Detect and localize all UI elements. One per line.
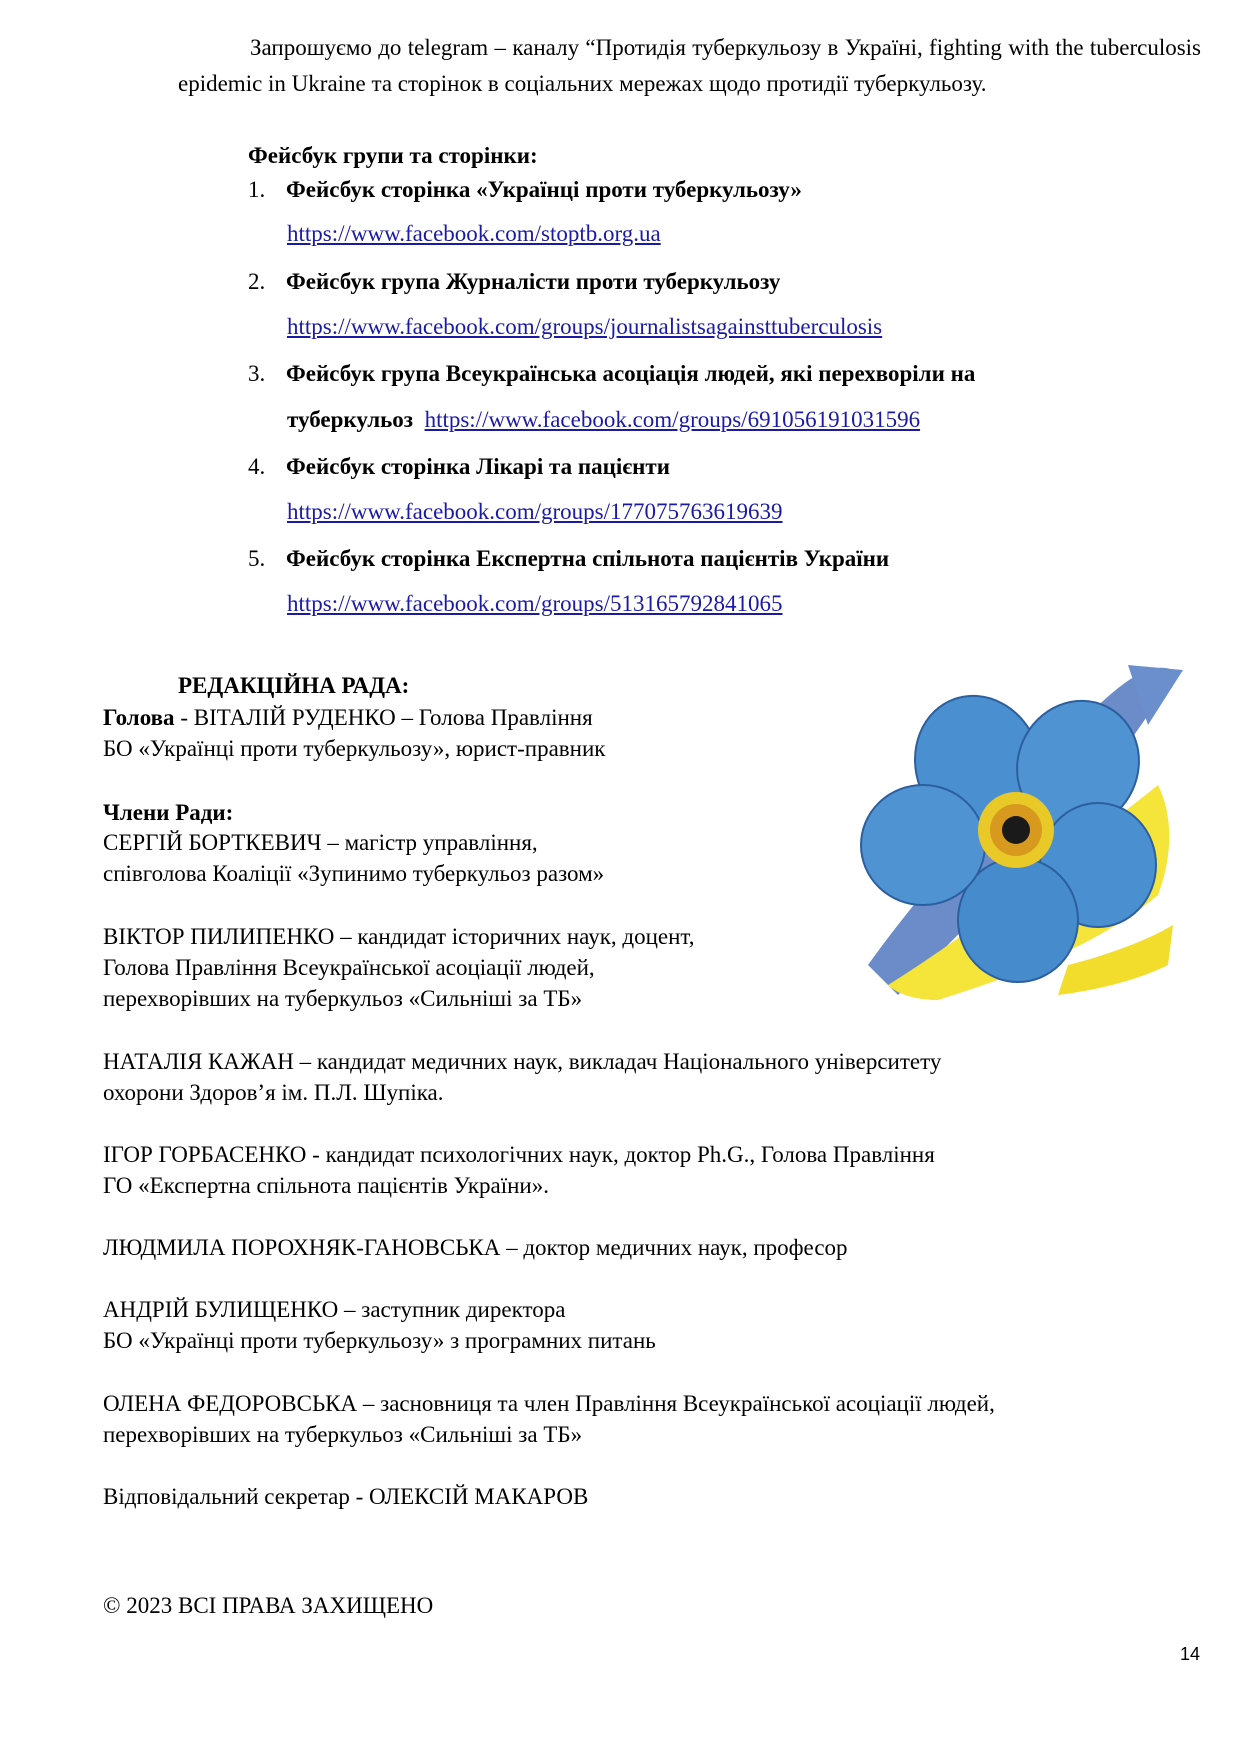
- member-4-line1: ІГОР ГОРБАСЕНКО - кандидат психологічних наук, доктор Ph.G., Голова Правління: [103, 1142, 935, 1167]
- fb-item-3-title: [248, 358, 975, 390]
- member-3-line1: НАТАЛІЯ КАЖАН – кандидат медичних наук, викладач Національного університету: [103, 1049, 942, 1074]
- fb-item-2-number: 2.: [248, 269, 266, 294]
- fb-item-5-title: [248, 543, 889, 575]
- board-secretary: Відповідальний секретар - ОЛЕКСІЙ МАКАРОВ: [103, 1484, 589, 1509]
- fb-item-4-number: 4.: [248, 454, 266, 479]
- fb-item-3-link[interactable]: https://www.facebook.com/groups/691056191031596: [424, 407, 921, 432]
- fb-item-3-label: Фейсбук група Всеукраїнська асоціація людей, які перехворіли на: [286, 361, 976, 386]
- fb-item-2-title: [248, 266, 780, 298]
- member-7-line1: ОЛЕНА ФЕДОРОВСЬКА – засновниця та член Правління Всеукраїнської асоціації людей,: [103, 1391, 995, 1416]
- member-5-line1: ЛЮДМИЛА ПОРОХНЯК-ГАНОВСЬКА – доктор медичних наук, професор: [103, 1235, 848, 1260]
- fb-item-4-link[interactable]: https://www.facebook.com/groups/177075763619639: [287, 499, 783, 524]
- fb-item-1-link[interactable]: https://www.facebook.com/stoptb.org.ua: [287, 221, 661, 246]
- board-heading: РЕДАКЦІЙНА РАДА:: [178, 673, 410, 698]
- board-chair-text: - ВІТАЛІЙ РУДЕНКО – Голова Правління: [174, 705, 593, 730]
- board-chair-line1: [103, 702, 593, 734]
- member-4-line2: ГО «Експертна спільнота пацієнтів України».: [103, 1173, 549, 1198]
- member-3-line2: охорони Здоров’я ім. П.Л. Шупіка.: [103, 1080, 444, 1105]
- fb-item-3-continuation: [287, 404, 920, 436]
- forget-me-not-flower-icon: [828, 665, 1188, 1010]
- fb-item-5-label: Фейсбук сторінка Експертна спільнота пацієнтів України: [286, 546, 890, 571]
- fb-item-5-number: 5.: [248, 546, 266, 571]
- fb-item-3-number: 3.: [248, 361, 266, 386]
- board-chair-line2: БО «Українці проти туберкульозу», юрист-правник: [103, 736, 606, 761]
- fb-item-1-label: Фейсбук сторінка «Українці проти туберкульозу»: [286, 177, 802, 202]
- fb-item-5-link[interactable]: https://www.facebook.com/groups/513165792841065: [287, 591, 783, 616]
- fb-item-1-number: 1.: [248, 177, 266, 202]
- member-6-line2: БО «Українці проти туберкульозу» з програмних питань: [103, 1328, 656, 1353]
- fb-heading: Фейсбук групи та сторінки:: [248, 143, 538, 168]
- fb-item-3-label-cont: туберкульоз: [287, 407, 414, 432]
- fb-item-2-link[interactable]: https://www.facebook.com/groups/journalistsagainsttuberculosis: [287, 314, 883, 339]
- member-7-line2: перехворівших на туберкульоз «Сильніші за ТБ»: [103, 1422, 583, 1447]
- member-2-line1: ВІКТОР ПИЛИПЕНКО – кандидат історичних наук, доцент,: [103, 924, 695, 949]
- member-1-line1: СЕРГІЙ БОРТКЕВИЧ – магістр управління,: [103, 830, 538, 855]
- member-6-line1: АНДРІЙ БУЛИЩЕНКО – заступник директора: [103, 1297, 566, 1322]
- page-number: 14: [1179, 1644, 1200, 1664]
- board-members-label: Члени Ради:: [103, 800, 234, 825]
- member-2-line3: перехворівших на туберкульоз «Сильніші за ТБ»: [103, 986, 583, 1011]
- member-2-line2: Голова Правління Всеукраїнської асоціації людей,: [103, 955, 595, 980]
- intro-paragraph: Запрошуємо до telegram – каналу “Протидія туберкульозу в Україні, fighting with the tuberculosis epidemic in Ukraine та сторінок в соціальних мережах щодо протидії туберкульозу.: [178, 35, 1201, 96]
- fb-item-1-title: [248, 174, 802, 206]
- fb-item-2-label: Фейсбук група Журналісти проти туберкульозу: [286, 269, 781, 294]
- fb-item-4-label: Фейсбук сторінка Лікарі та пацієнти: [286, 454, 670, 479]
- copyright: © 2023 ВСІ ПРАВА ЗАХИЩЕНО: [103, 1593, 434, 1618]
- fb-item-4-title: [248, 451, 670, 483]
- member-1-line2: співголова Коаліції «Зупинимо туберкульоз разом»: [103, 861, 605, 886]
- board-chair-label: Голова: [103, 705, 175, 730]
